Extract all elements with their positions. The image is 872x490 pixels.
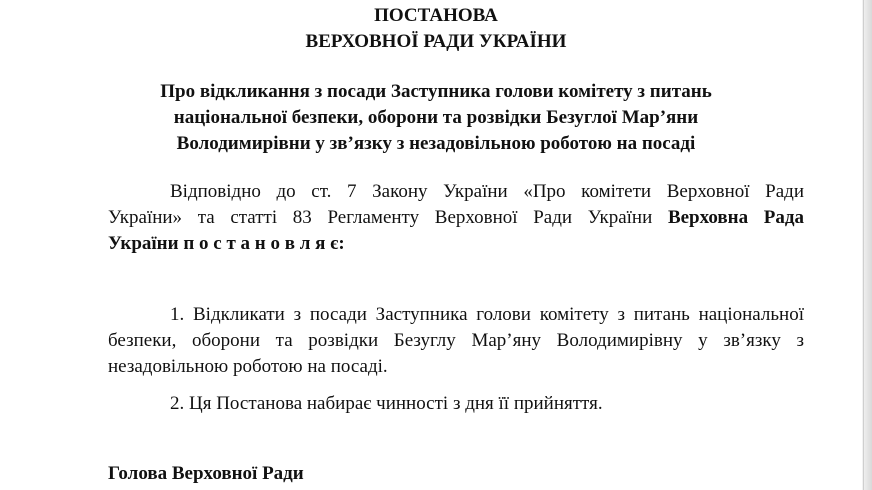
- preamble-line-2-text: України» та статті 83 Регламенту Верховної Ради України: [108, 207, 653, 228]
- preamble-line-3: України п о с т а н о в л я є:: [108, 233, 345, 254]
- heading-line-3: Володимирівни у зв’язку з незадовільною роботою на посаді: [176, 133, 696, 154]
- document-title: ПОСТАНОВА: [374, 5, 498, 26]
- item-2: 2. Ця Постанова набирає чинності з дня її прийняття.: [170, 393, 603, 414]
- signature-label: Голова Верховної Ради: [108, 463, 304, 484]
- item-1-line-1: 1. Відкликати з посади Заступника голови комітету з питань національної: [170, 304, 804, 325]
- heading-line-2: національної безпеки, оборони та розвідки Безуглої Мар’яни: [173, 107, 699, 128]
- document-subtitle: ВЕРХОВНОЇ РАДИ УКРАЇНИ: [305, 31, 567, 52]
- preamble-line-1: Відповідно до ст. 7 Закону України «Про комітети Верховної Ради: [170, 181, 804, 202]
- preamble-line-2: [108, 205, 804, 231]
- item-1-line-2: безпеки, оборони та розвідки Безуглу Мар’яну Володимирівну у зв’язку з: [108, 330, 804, 351]
- page-edge-line: [863, 0, 864, 490]
- preamble-line-2-bold: Верховна Рада: [667, 207, 804, 228]
- heading-line-1: Про відкликання з посади Заступника голови комітету з питань: [160, 81, 712, 102]
- item-1-line-3: незадовільною роботою на посаді.: [108, 356, 388, 377]
